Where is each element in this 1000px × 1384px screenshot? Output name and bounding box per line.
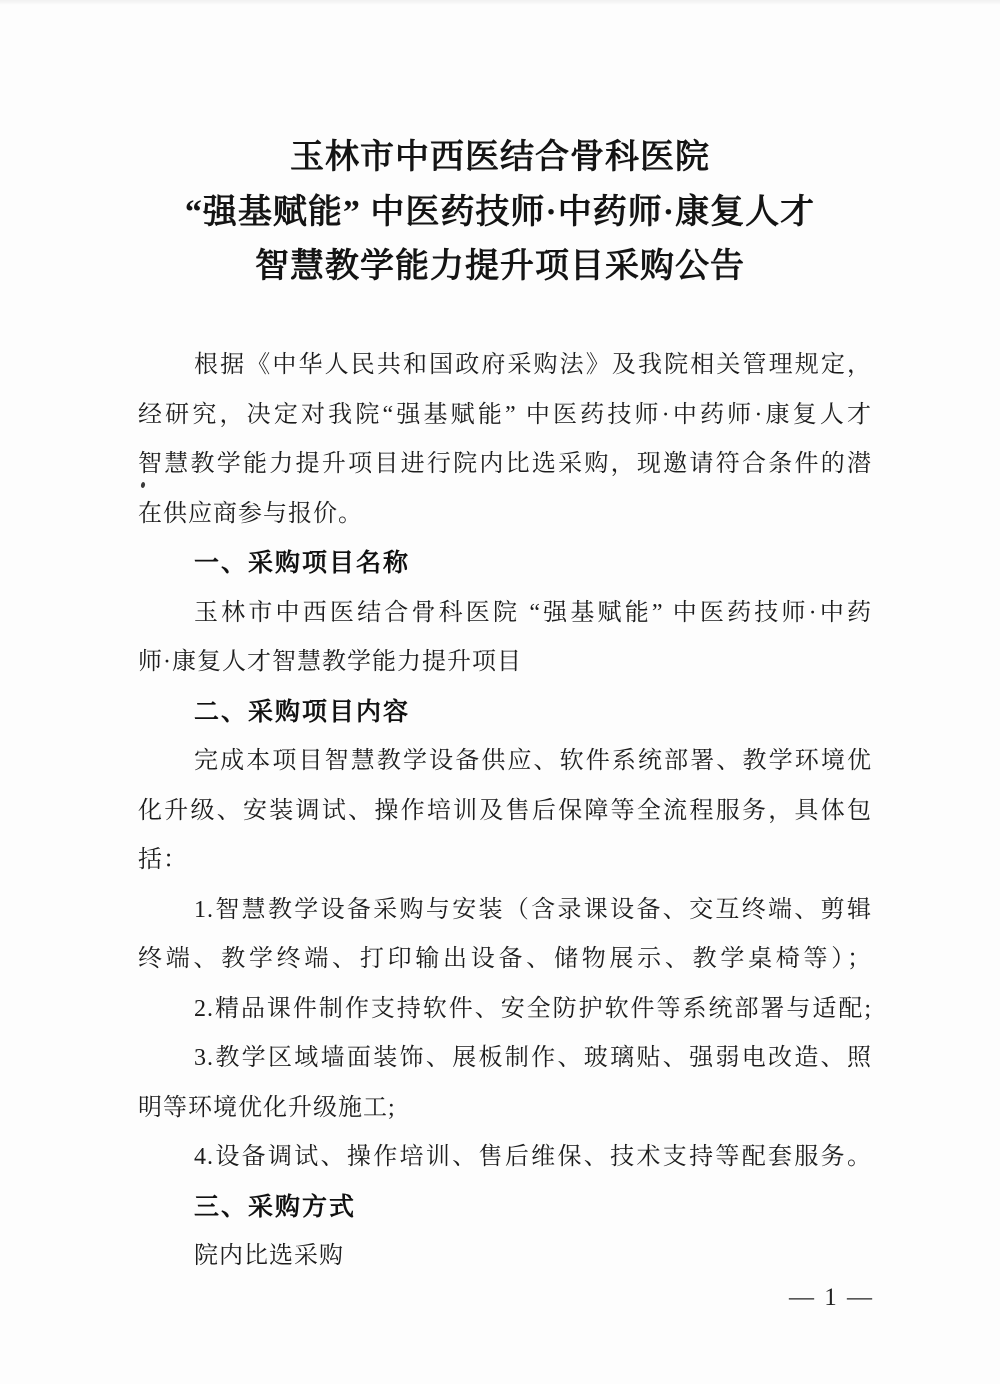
title-line: 智慧教学能力提升项目采购公告 (255, 248, 745, 285)
document-title (0, 131, 1000, 295)
body-text-line: 经研究，决定对我院“强基赋能” 中医药技师·中药师·康复人才 (138, 401, 872, 428)
body-text-line: 终端、教学终端、打印输出设备、储物展示、教学桌椅等）； (138, 946, 872, 972)
body-text-line: 括： (138, 847, 188, 873)
title-line: 玉林市中西医结合骨科医院 (290, 139, 710, 176)
body-text-line: 1.智慧教学设备采购与安装（含录课设备、交互终端、剪辑 (194, 896, 872, 923)
body-text-line: 4.设备调试、操作培训、售后维保、技术支持等配套服务。 (194, 1144, 872, 1170)
body-text-line: 化升级、安装调试、操作培训及售后保障等全流程服务，具体包 (138, 797, 872, 824)
body-text-line: 二、采购项目内容 (194, 697, 411, 726)
body-text-line: 师·康复人才智慧教学能力提升项目 (138, 649, 522, 675)
body-text-line: 3.教学区域墙面装饰、展板制作、玻璃贴、强弱电改造、照 (194, 1045, 872, 1071)
body-text-line: 明等环境优化升级施工; (138, 1094, 396, 1121)
body-text-line: 在供应商参与报价。 (138, 500, 363, 527)
scan-edge-shadow (0, 0, 1000, 5)
body-text-line: 一、采购项目名称 (194, 549, 411, 577)
title-line: “强基赋能” 中医药技师·中药师·康复人才 (184, 193, 816, 231)
document-body (138, 341, 872, 1282)
page-number: — 1 — (789, 1284, 874, 1311)
body-text-line: 院内比选采购 (194, 1243, 344, 1269)
body-text-line: 完成本项目智慧教学设备供应、软件系统部署、教学环境优 (194, 748, 872, 774)
body-text-line: 智慧教学能力提升项目进行院内比选采购，现邀请符合条件的潜 (138, 451, 872, 477)
body-text-line: 玉林市中西医结合骨科医院 “强基赋能” 中医药技师·中药 (194, 599, 872, 626)
body-text-line: 根据《中华人民共和国政府采购法》及我院相关管理规定， (194, 352, 872, 378)
body-text-line: 2.精品课件制作支持软件、安全防护软件等系统部署与适配; (194, 995, 872, 1022)
body-text-line: 三、采购方式 (194, 1192, 357, 1221)
